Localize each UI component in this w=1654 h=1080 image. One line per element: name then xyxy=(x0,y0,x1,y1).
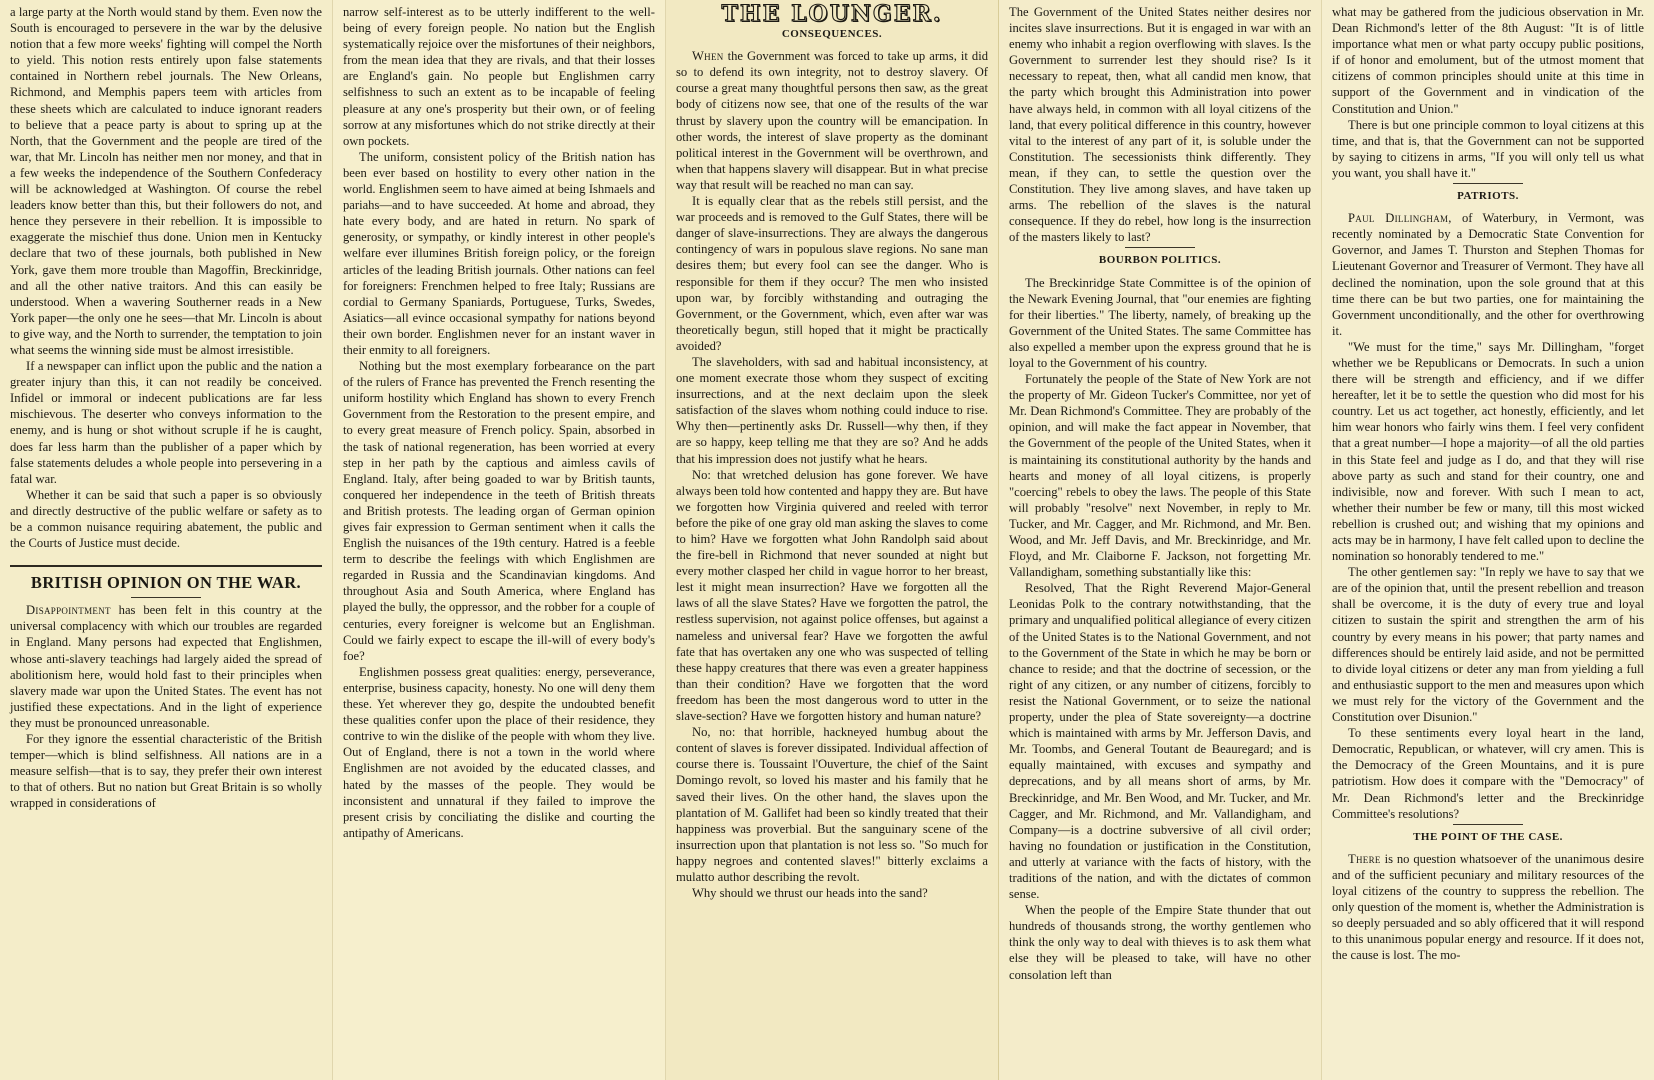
col3-paragraph xyxy=(676,48,988,193)
col2-paragraph: Nothing but the most exemplary forbearance on the part of the rulers of France has prevented the French resenting the uniform hostility which England has shown to every French Government from the Restoration to the present empire, and to every great measure of French policy. Spain, absorbed in the task of national regeneration, has been worried at every step in her path by the captious and aimless cavils of England. Italy, after being goaded to war by British taunts, conquered her independence in the teeth of British threats and British protests. The leading organ of German opinion gives fair expression to German sentiment when it calls the English the nuisances of the 19th century. Hatred is a feeble term to describe the feelings with which Englishmen are regarded in Russia and the Scandinavian kingdoms. And throughout Asia and South America, where England has played the bully, the oppressor, and the robber for a couple of centuries, every foreigner is welcome but an Englishman. Could we fairly expect to escape the ill-will of every body's foe? xyxy=(343,359,655,663)
subhead-bourbon-politics: BOURBON POLITICS. xyxy=(1098,254,1222,267)
paragraph-text: of Waterbury, in Vermont, was recently nominated by a Democratic State Convention for Governor, and James T. Thurston and Stephen Thomas for Lieutenant Governor and Treasurer of Vermont. They have all declined the nomination, upon the sole ground that at this time there can be but two parties, one for maintaining the Government unconditionally, and the other for overthrowing it. xyxy=(1332,211,1644,338)
col2-paragraph: The uniform, consistent policy of the British nation has been ever based on hostility to every other nation in the world. Englishmen seem to have aimed at being Ishmaels and pariahs—and to have succeeded. At home and abroad, they hate every body, and are hated in return. No spark of generosity, or sympathy, or kindly interest in other people's welfare ever illumines British foreign policy, or the foreign articles of the leading British journals. Other nations can feel for foreigners: Frenchmen helped to free Italy; Russians are cordial to Germany Spaniards, Portuguese, Turks, Swedes, Asiatics—all evince occasional sympathy for nations beyond their own border. Englishmen never for an instant waver in their enmity to all foreigners. xyxy=(343,149,655,357)
section-divider xyxy=(1125,247,1195,248)
article-heading-british-opinion: BRITISH OPINION ON THE WAR. xyxy=(30,573,302,593)
lounger-masthead: THE LOUNGER. xyxy=(721,1,943,27)
col1-paragraph: If a newspaper can inflict upon the public and the nation a greater injury than this, it can not readily be conceived. Infidel or immoral or indecent publications are far less mischievous. The deserter who conveys information to the enemy, and is hung or shot without scruple if he is caught, does far less harm than the publisher of a paper which by false statements deludes a whole people into persevering in a fatal war. xyxy=(10,359,322,486)
col3-paragraph: The slaveholders, with sad and habitual inconsistency, at one moment execrate those whom they suspect of exciting insurrections, and at the next declaim upon the sleek satisfaction of the slaves whom nothing could induce to rise. Why then—pertinently asks Dr. Russell—why then, if they are so happy, keep telling me that they are so? And he adds that his impression does not justify what he hears. xyxy=(676,354,988,466)
col2-paragraph: Englishmen possess great qualities: energy, perseverance, enterprise, business capacity, honesty. No one will deny them these. Yet wherever they go, despite the undoubted benefit these qualities confer upon the place of their residence, they contrive to win the dislike of the people with whom they live. Out of England, there is not a town in the world where Englishmen are not avoided by the educated classes, and hated by the masses of the people. They would be inconsistent and unnatural if they failed to improve the present crisis by conciliating the dislike and courting the antipathy of Americans. xyxy=(343,664,655,840)
col1-paragraph: For they ignore the essential characteristic of the British temper—which is blind selfishness. All nations are in a measure selfish—that is to say, they prefer their own interest to that of others. But no nation but Great Britain is so wholly wrapped in considerations of xyxy=(10,732,322,811)
subhead-consequences: CONSEQUENCES. xyxy=(781,28,883,41)
col1-paragraph: Whether it can be said that such a paper is so obviously and directly destructive of the public welfare or safety as to be a common nuisance requiring abatement, the public and the Courts of Justice must decide. xyxy=(10,487,322,551)
col2-paragraph: narrow self-interest as to be utterly indifferent to the well-being of every foreign people. No nation but the English systematically rejoice over the misfortunes of their neighbors, from the mean idea that they are rivals, and that their losses are England's gain. No people but Englishmen carry selfishness to such an extent as to be incapable of feeling pleasure at any one's prosperity but their own, or of feeling sorrow at any misfortunes which do not strike directly at their own pockets. xyxy=(343,5,655,148)
col5-paragraph xyxy=(1332,851,1644,964)
column-5 xyxy=(1322,0,1654,1080)
col1-paragraph xyxy=(10,602,322,731)
col5-paragraph xyxy=(1332,210,1644,339)
heading-underline xyxy=(131,597,201,598)
section-divider xyxy=(1453,824,1523,825)
drop-lead-word: Disappointment xyxy=(26,603,111,618)
col1-paragraph: a large party at the North would stand by them. Even now the South is encouraged to persevere in the war by the delusive notion that a few more weeks' fighting will compel the North to yield. This notion rests entirely upon false statements contained in Northern rebel journals. The New Orleans, Richmond, and Memphis papers teem with articles from these sheets which are calculated to induce ignorant readers to believe that a peace party is about to spring up at the North, that the Government and the people are tired of the war, that Mr. Lincoln has neither men nor money, and that in a few weeks the independence of the Southern Confederacy will be acknowledged at Washington. Of course the rebel leaders know better than this, but their followers do not, and hence they persevere in their rebellion. It is impossible to exaggerate the mischief thus done. Union men in Kentucky declare that two of these journals, both published in New York, gave them more trouble than Magoffin, Breckinridge, and all the other native traitors. And this can easily be understood. When a wavering Southerner reads in a New York paper—the only one he sees—that Mr. Lincoln is about to give way, and the North to surrender, the temptation to join what seems the winning side must be almost irresistible. xyxy=(10,5,322,357)
col5-paragraph: There is but one principle common to loyal citizens at this time, and that is, that the Government can not be supported by saying to citizens in arms, "If you will only tell us what you want, you shall have it." xyxy=(1332,117,1644,180)
col3-paragraph: No, no: that horrible, hackneyed humbug about the content of slaves is forever dissipated. Individual affection of course there is. Toussaint l'Ouverture, the chief of the Saint Domingo revolt, so loved his master and his family that he saved their lives. On the other hand, the slaves upon the plantation of M. Gallifet had been so kindly treated that their happiness was proverbial. But the sanguinary scene of the insurrection upon that plantation is not less so. "So much for happy negroes and contented slaves!" bitterly exclaims a mulatto author describing the revolt. xyxy=(676,725,988,884)
column-4 xyxy=(999,0,1322,1080)
col5-paragraph: "We must for the time," says Mr. Dillingham, "forget whether we be Republicans or Democrats. In such a union there will be strength and efficiency, and if we differ hereafter, let it be to settle the question who did most for his country. Let us act together, act honestly, efficiently, and let him wear honors who fairly wins them. I feel very confident that a great number—I hope a majority—of all the old parties in this State feel and judge as I do, and that they will rise above party as such and stand for their country, one and indivisible, now and forever. With such I mean to act, whether their number be few or many, till this most wicked rebellion is crushed out; and wishing that my opinions and acts may be in harmony, I have felt called upon to decline the nomination so honorably tendered to me." xyxy=(1332,339,1644,564)
column-3 xyxy=(666,0,999,1080)
col3-paragraph: Why should we thrust our heads into the sand? xyxy=(692,886,928,901)
col4-paragraph: Fortunately the people of the State of New York are not the property of Mr. Gideon Tucker's Committee, nor yet of Mr. Dean Richmond's Committee. They are probably of the opinion, and will make the fact appear in November, that the Government of the people of the United States, when it is maintaining its constitutional authority by the hands and hearts and money of all loyal citizens, is properly "coercing" rebels to obey the laws. The people of this State will probably "resolve" next November, in reply to Mr. Tucker, and Mr. Cagger, and Mr. Richmond, and Mr. Ben. Wood, and Mr. Jeff Davis, and Mr. Breckinridge, and Mr. Floyd, and Mr. Claiborne F. Jackson, not forgetting Mr. Vallandigham, something substantially like this: xyxy=(1009,372,1311,580)
column-2 xyxy=(333,0,666,1080)
subhead-patriots: PATRIOTS. xyxy=(1457,190,1519,203)
col3-paragraph: It is equally clear that as the rebels still persist, and the war proceeds and is removed to the Gulf States, there will be danger of slave-insurrections. They are always the dangerous contingency of wars in populous slave regions. No sane man desires them; but every fool can see the danger. Who is responsible for them if they occur? The men who insisted upon war, by forcibly withstanding and outraging the Government, or the Government, which, even after war was theoretically begun, still hoped that it might be practically avoided? xyxy=(676,194,988,353)
col5-paragraph: To these sentiments every loyal heart in the land, Democratic, Republican, or whatever, will cry amen. This is the Democracy of the Green Mountains, and it is pure patriotism. How does it compare with the "Democracy" of Mr. Dean Richmond's letter and the Breckinridge Committee's resolutions? xyxy=(1332,726,1644,821)
paragraph-text: has been felt in this country at the universal complacency with which our troubles are regarded in England. Many persons had expected that Englishmen, whose anti-slavery teachings had largely aided the spread of abolitionism here, would hold fast to their principles when slavery made war upon the United States. The event has not justified these expectations. And in the light of experience they must be pronounced unreasonable. xyxy=(10,603,322,730)
section-divider xyxy=(1453,183,1523,184)
drop-lead-word: Paul Dillingham, xyxy=(1348,211,1452,226)
col3-paragraph: No: that wretched delusion has gone forever. We have always been told how contented and happy they are. But have we forgotten how Virginia quivered and reeled with terror before the pike of one gray old man asking the slaves to come to him? Have we forgotten what John Randolph said about the fire-bell in Richmond that never sounded at night but every mother clasped her child in vague horror to her breast, lest it might mean insurrection? Have we forgotten all the laws of all the slave States? Have we forgotten the patrol, the restless supervision, not against police offenses, but against a nameless and universal fear? Have we forgotten the awful fate that has overtaken any one who was suspected of telling these happy creatures that there was even a greater happiness than their condition? Have we forgotten that the word freedom has been the most dangerous word to utter in the slave-section? Have we forgotten history and human nature? xyxy=(676,467,988,724)
col4-paragraph: The Government of the United States neither desires nor incites slave insurrections. But it is engaged in war with an enemy who inhabit a region overflowing with slaves. Is the Government to surrender lest they should rise? Is it necessary to repeat, then, what all candid men know, that the party which brought this Administration into power have always held, in common with all loyal citizens of the land, that every political difference in this country, however vital to the interest of any part of it, is soluble under the Constitution. The secessionists think differently. They mean, if they can, to settle the question over the Constitution. They live among slaves, and have taken up arms. The rebellion of the slaves is the natural consequence. If they do rebel, how long is the insurrection of the masters likely to last? xyxy=(1009,5,1311,245)
drop-lead-word: There xyxy=(1348,851,1381,866)
col4-paragraph: Resolved, That the Right Reverend Major-General Leonidas Polk to the contrary notwithstanding, that the primary and unqualified political allegiance of every citizen of the United States is to the National Government, and not to the Government of the State in which he may be born or chance to reside; and that the doctrine of secession, or the right of any citizen, or any number of citizens, forcibly to resist the National Government, or to seize the national property, under the plea of State sovereignty—a doctrine which is maintained with arms by Mr. Jefferson Davis, and Mr. Toombs, and General Toutant de Beauregard; and is equally maintained, with excuses and sympathy and deprecations, and by all means short of arms, by Mr. Breckinridge, and Mr. Ben Wood, and Mr. Tucker, and Mr. Cagger, and Mr. Richmond, and Mr. Vallandigham, and Company—is a doctrine subversive of all civil order; having no foundation or justification in the Constitution, and utterly at variance with the facts of history, with the traditions of the nation, and with the dictates of common sense. xyxy=(1009,581,1311,902)
column-1 xyxy=(0,0,333,1080)
subhead-point-of-the-case: THE POINT OF THE CASE. xyxy=(1413,830,1563,843)
section-divider xyxy=(10,565,322,567)
col5-paragraph: what may be gathered from the judicious observation in Mr. Dean Richmond's letter of the 8th August: "It is of little importance what men or what party occupy public positions, if of honor and emolument, but of the utmost moment that citizens of common principles should unite at this time in support of the Government and in vindication of the Constitution and Union." xyxy=(1332,5,1644,116)
col4-paragraph: When the people of the Empire State thunder that out hundreds of thousands strong, the worthy gentlemen who think the only way to deal with thieves is to ask them what else they will be pleased to take, will have no other consolation left than xyxy=(1009,903,1311,982)
col5-paragraph: The other gentlemen say: "In reply we have to say that we are of the opinion that, until the present rebellion and treason shall be overcome, it is the duty of every true and loyal citizen to sustain the spirit and strengthen the arm of his country by every means in his power; that party names and differences should be entirely laid aside, and not be permitted to divide loyal citizens or deter any man from yielding a full and enthusiastic support to the men and measures upon which we must rely for the victory of the Government and the Constitution over Disunion." xyxy=(1332,565,1644,725)
col4-paragraph: The Breckinridge State Committee is of the opinion of the Newark Evening Journal, that "our enemies are fighting for their liberties." The liberty, namely, of breaking up the Government of the United States. The same Committee has also expelled a member upon the express ground that he is loyal to the Government of his country. xyxy=(1009,275,1311,370)
paragraph-text: the Government was forced to take up arms, it did so to defend its own integrity, not to destroy slavery. Of course a great many thoughtful persons then saw, as the great body of citizens now see, that one of the results of the war thrust by slavery upon the country will be emancipation. In other words, the interest of slave property as the dominant political interest in the Government will be overthrown, and when that happens slavery will disappear. But in what precise way that result will be reached no man can say. xyxy=(676,49,988,192)
paragraph-text: is no question whatsoever of the unanimous desire and of the sufficient pecuniary and military resources of the loyal citizens of the country to suppress the rebellion. The only question of the moment is, whether the Administration is so deeply persuaded and so ably officered that it will respond to this unanimous popular energy and resource. If it does not, the cause is lost. The mo- xyxy=(1332,851,1645,963)
drop-lead-word: When xyxy=(692,49,724,64)
